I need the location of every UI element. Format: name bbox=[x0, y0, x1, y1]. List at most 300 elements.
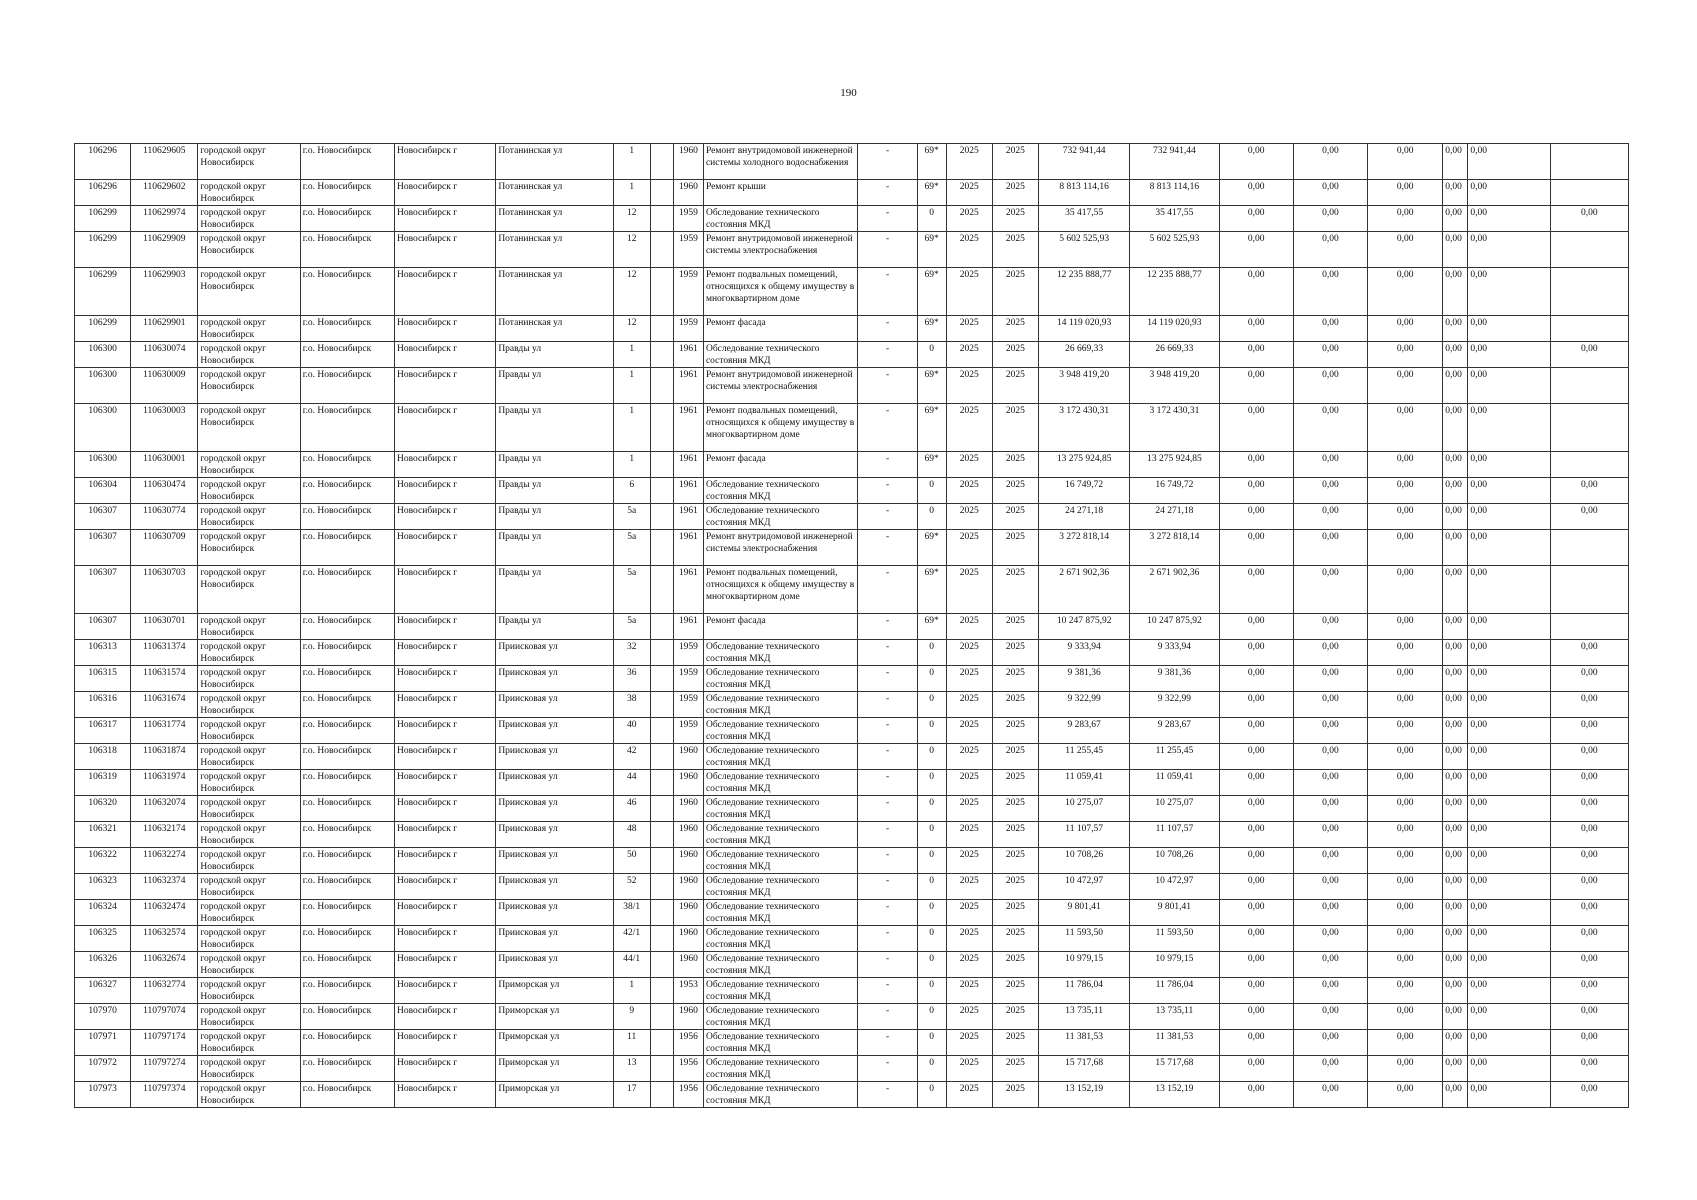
value-2-cell: 0,00 bbox=[1293, 744, 1367, 770]
fund-cost-cell: 35 417,55 bbox=[1130, 206, 1219, 232]
wear-percent-cell: 0 bbox=[917, 770, 946, 796]
building-cell bbox=[650, 666, 673, 692]
total-cost-cell: 9 381,36 bbox=[1038, 666, 1129, 692]
city-cell: Новосибирск г bbox=[395, 614, 496, 640]
value-4-cell: 0,00 bbox=[1443, 692, 1468, 718]
table-row bbox=[75, 316, 1629, 342]
build-year-cell: 1960 bbox=[673, 770, 703, 796]
wear-percent-cell: 0 bbox=[917, 926, 946, 952]
district-cell: городской округ Новосибирск bbox=[198, 206, 300, 232]
wear-percent-cell: 69* bbox=[917, 368, 946, 404]
end-year-cell: 2025 bbox=[992, 206, 1038, 232]
building-cell bbox=[650, 978, 673, 1004]
table-row bbox=[75, 640, 1629, 666]
city-cell: Новосибирск г bbox=[395, 744, 496, 770]
municipality-cell: г.о. Новосибирск bbox=[300, 900, 394, 926]
house-id-cell: 106315 bbox=[75, 666, 131, 692]
building-cell bbox=[650, 232, 673, 268]
total-cost-cell: 11 107,57 bbox=[1038, 822, 1129, 848]
total-cost-cell: 13 275 924,85 bbox=[1038, 452, 1129, 478]
value-3-cell: 0,00 bbox=[1368, 770, 1443, 796]
fund-cost-cell: 10 708,26 bbox=[1130, 848, 1219, 874]
street-cell: Приисковая ул bbox=[496, 666, 613, 692]
value-4-cell: 0,00 bbox=[1443, 718, 1468, 744]
street-cell: Правды ул bbox=[496, 342, 613, 368]
value-2-cell: 0,00 bbox=[1293, 504, 1367, 530]
dash-cell-cell: - bbox=[858, 900, 917, 926]
district-cell: городской округ Новосибирск bbox=[198, 848, 300, 874]
value-3-cell: 0,00 bbox=[1368, 1082, 1443, 1108]
table-row bbox=[75, 232, 1629, 268]
value-1-cell: 0,00 bbox=[1219, 404, 1293, 452]
value-6-cell bbox=[1550, 144, 1628, 180]
value-4-cell: 0,00 bbox=[1443, 504, 1468, 530]
capital-repair-table bbox=[74, 143, 1629, 1108]
value-5-cell: 0,00 bbox=[1468, 926, 1550, 952]
value-3-cell: 0,00 bbox=[1368, 614, 1443, 640]
fund-cost-cell: 10 472,97 bbox=[1130, 874, 1219, 900]
end-year-cell: 2025 bbox=[992, 848, 1038, 874]
wear-percent-cell: 69* bbox=[917, 232, 946, 268]
work-type-cell: Ремонт подвальных помещений, относящихся к общему имуществу в многоквартирном доме bbox=[703, 566, 857, 614]
start-year-cell: 2025 bbox=[946, 614, 992, 640]
value-3-cell: 0,00 bbox=[1368, 1030, 1443, 1056]
house-id-cell: 106296 bbox=[75, 180, 131, 206]
value-6-cell: 0,00 bbox=[1550, 504, 1628, 530]
table-row bbox=[75, 504, 1629, 530]
end-year-cell: 2025 bbox=[992, 822, 1038, 848]
building-cell bbox=[650, 180, 673, 206]
street-cell: Приисковая ул bbox=[496, 926, 613, 952]
wear-percent-cell: 69* bbox=[917, 144, 946, 180]
house-number-cell: 1 bbox=[613, 452, 650, 478]
house-id-cell: 106307 bbox=[75, 614, 131, 640]
build-year-cell: 1961 bbox=[673, 478, 703, 504]
dash-cell-cell: - bbox=[858, 478, 917, 504]
start-year-cell: 2025 bbox=[946, 874, 992, 900]
value-5-cell: 0,00 bbox=[1468, 666, 1550, 692]
house-id-cell: 107971 bbox=[75, 1030, 131, 1056]
start-year-cell: 2025 bbox=[946, 268, 992, 316]
wear-percent-cell: 0 bbox=[917, 640, 946, 666]
work-type-cell: Обследование технического состояния МКД bbox=[703, 692, 857, 718]
value-3-cell: 0,00 bbox=[1368, 848, 1443, 874]
value-5-cell: 0,00 bbox=[1468, 566, 1550, 614]
value-6-cell: 0,00 bbox=[1550, 744, 1628, 770]
value-4-cell: 0,00 bbox=[1443, 822, 1468, 848]
value-6-cell: 0,00 bbox=[1550, 926, 1628, 952]
work-code-cell: 110632074 bbox=[131, 796, 198, 822]
house-id-cell: 106300 bbox=[75, 342, 131, 368]
value-6-cell: 0,00 bbox=[1550, 1082, 1628, 1108]
city-cell: Новосибирск г bbox=[395, 926, 496, 952]
value-1-cell: 0,00 bbox=[1219, 718, 1293, 744]
build-year-cell: 1961 bbox=[673, 368, 703, 404]
district-cell: городской округ Новосибирск bbox=[198, 368, 300, 404]
start-year-cell: 2025 bbox=[946, 718, 992, 744]
building-cell bbox=[650, 342, 673, 368]
building-cell bbox=[650, 530, 673, 566]
value-6-cell bbox=[1550, 180, 1628, 206]
building-cell bbox=[650, 1004, 673, 1030]
work-type-cell: Ремонт фасада bbox=[703, 452, 857, 478]
municipality-cell: г.о. Новосибирск bbox=[300, 268, 394, 316]
street-cell: Правды ул bbox=[496, 614, 613, 640]
house-number-cell: 12 bbox=[613, 268, 650, 316]
build-year-cell: 1960 bbox=[673, 848, 703, 874]
start-year-cell: 2025 bbox=[946, 692, 992, 718]
table-row bbox=[75, 692, 1629, 718]
house-number-cell: 42 bbox=[613, 744, 650, 770]
end-year-cell: 2025 bbox=[992, 342, 1038, 368]
building-cell bbox=[650, 692, 673, 718]
house-id-cell: 106299 bbox=[75, 316, 131, 342]
dash-cell-cell: - bbox=[858, 1030, 917, 1056]
district-cell: городской округ Новосибирск bbox=[198, 978, 300, 1004]
street-cell: Приисковая ул bbox=[496, 640, 613, 666]
build-year-cell: 1956 bbox=[673, 1056, 703, 1082]
work-code-cell: 110632374 bbox=[131, 874, 198, 900]
district-cell: городской округ Новосибирск bbox=[198, 692, 300, 718]
fund-cost-cell: 16 749,72 bbox=[1130, 478, 1219, 504]
value-4-cell: 0,00 bbox=[1443, 206, 1468, 232]
value-1-cell: 0,00 bbox=[1219, 342, 1293, 368]
table-row bbox=[75, 848, 1629, 874]
street-cell: Приисковая ул bbox=[496, 848, 613, 874]
house-id-cell: 106307 bbox=[75, 566, 131, 614]
value-6-cell: 0,00 bbox=[1550, 1056, 1628, 1082]
fund-cost-cell: 24 271,18 bbox=[1130, 504, 1219, 530]
total-cost-cell: 10 247 875,92 bbox=[1038, 614, 1129, 640]
work-code-cell: 110630703 bbox=[131, 566, 198, 614]
start-year-cell: 2025 bbox=[946, 206, 992, 232]
district-cell: городской округ Новосибирск bbox=[198, 952, 300, 978]
work-type-cell: Обследование технического состояния МКД bbox=[703, 342, 857, 368]
city-cell: Новосибирск г bbox=[395, 848, 496, 874]
table-body bbox=[75, 144, 1629, 1108]
dash-cell-cell: - bbox=[858, 504, 917, 530]
municipality-cell: г.о. Новосибирск bbox=[300, 206, 394, 232]
value-5-cell: 0,00 bbox=[1468, 874, 1550, 900]
total-cost-cell: 9 801,41 bbox=[1038, 900, 1129, 926]
value-2-cell: 0,00 bbox=[1293, 530, 1367, 566]
total-cost-cell: 9 322,99 bbox=[1038, 692, 1129, 718]
build-year-cell: 1961 bbox=[673, 404, 703, 452]
house-id-cell: 106316 bbox=[75, 692, 131, 718]
value-3-cell: 0,00 bbox=[1368, 404, 1443, 452]
end-year-cell: 2025 bbox=[992, 640, 1038, 666]
value-1-cell: 0,00 bbox=[1219, 848, 1293, 874]
district-cell: городской округ Новосибирск bbox=[198, 268, 300, 316]
house-number-cell: 50 bbox=[613, 848, 650, 874]
value-6-cell: 0,00 bbox=[1550, 1030, 1628, 1056]
start-year-cell: 2025 bbox=[946, 978, 992, 1004]
wear-percent-cell: 0 bbox=[917, 504, 946, 530]
city-cell: Новосибирск г bbox=[395, 1082, 496, 1108]
building-cell bbox=[650, 1082, 673, 1108]
build-year-cell: 1959 bbox=[673, 232, 703, 268]
district-cell: городской округ Новосибирск bbox=[198, 718, 300, 744]
district-cell: городской округ Новосибирск bbox=[198, 504, 300, 530]
municipality-cell: г.о. Новосибирск bbox=[300, 566, 394, 614]
house-id-cell: 107972 bbox=[75, 1056, 131, 1082]
house-number-cell: 6 bbox=[613, 478, 650, 504]
street-cell: Потанинская ул bbox=[496, 144, 613, 180]
wear-percent-cell: 0 bbox=[917, 478, 946, 504]
value-4-cell: 0,00 bbox=[1443, 1082, 1468, 1108]
value-2-cell: 0,00 bbox=[1293, 952, 1367, 978]
value-4-cell: 0,00 bbox=[1443, 770, 1468, 796]
work-type-cell: Обследование технического состояния МКД bbox=[703, 978, 857, 1004]
start-year-cell: 2025 bbox=[946, 1030, 992, 1056]
city-cell: Новосибирск г bbox=[395, 268, 496, 316]
page-number: 190 bbox=[840, 87, 857, 99]
total-cost-cell: 11 381,53 bbox=[1038, 1030, 1129, 1056]
building-cell bbox=[650, 566, 673, 614]
value-6-cell: 0,00 bbox=[1550, 952, 1628, 978]
fund-cost-cell: 3 172 430,31 bbox=[1130, 404, 1219, 452]
wear-percent-cell: 0 bbox=[917, 1056, 946, 1082]
end-year-cell: 2025 bbox=[992, 368, 1038, 404]
building-cell bbox=[650, 504, 673, 530]
dash-cell-cell: - bbox=[858, 1004, 917, 1030]
table-row bbox=[75, 822, 1629, 848]
dash-cell-cell: - bbox=[858, 952, 917, 978]
value-3-cell: 0,00 bbox=[1368, 692, 1443, 718]
value-4-cell: 0,00 bbox=[1443, 952, 1468, 978]
work-code-cell: 110631574 bbox=[131, 666, 198, 692]
dash-cell-cell: - bbox=[858, 342, 917, 368]
value-2-cell: 0,00 bbox=[1293, 822, 1367, 848]
street-cell: Приисковая ул bbox=[496, 952, 613, 978]
fund-cost-cell: 9 381,36 bbox=[1130, 666, 1219, 692]
wear-percent-cell: 0 bbox=[917, 718, 946, 744]
dash-cell-cell: - bbox=[858, 874, 917, 900]
street-cell: Правды ул bbox=[496, 530, 613, 566]
building-cell bbox=[650, 144, 673, 180]
table-row bbox=[75, 900, 1629, 926]
wear-percent-cell: 69* bbox=[917, 452, 946, 478]
dash-cell-cell: - bbox=[858, 1056, 917, 1082]
house-number-cell: 52 bbox=[613, 874, 650, 900]
build-year-cell: 1960 bbox=[673, 952, 703, 978]
value-3-cell: 0,00 bbox=[1368, 978, 1443, 1004]
value-4-cell: 0,00 bbox=[1443, 144, 1468, 180]
total-cost-cell: 11 593,50 bbox=[1038, 926, 1129, 952]
end-year-cell: 2025 bbox=[992, 796, 1038, 822]
city-cell: Новосибирск г bbox=[395, 640, 496, 666]
table-row bbox=[75, 268, 1629, 316]
fund-cost-cell: 9 333,94 bbox=[1130, 640, 1219, 666]
house-number-cell: 1 bbox=[613, 368, 650, 404]
value-1-cell: 0,00 bbox=[1219, 692, 1293, 718]
end-year-cell: 2025 bbox=[992, 1056, 1038, 1082]
district-cell: городской округ Новосибирск bbox=[198, 232, 300, 268]
total-cost-cell: 9 283,67 bbox=[1038, 718, 1129, 744]
municipality-cell: г.о. Новосибирск bbox=[300, 640, 394, 666]
build-year-cell: 1956 bbox=[673, 1082, 703, 1108]
value-6-cell: 0,00 bbox=[1550, 874, 1628, 900]
value-3-cell: 0,00 bbox=[1368, 666, 1443, 692]
end-year-cell: 2025 bbox=[992, 504, 1038, 530]
building-cell bbox=[650, 404, 673, 452]
fund-cost-cell: 732 941,44 bbox=[1130, 144, 1219, 180]
end-year-cell: 2025 bbox=[992, 978, 1038, 1004]
municipality-cell: г.о. Новосибирск bbox=[300, 796, 394, 822]
house-number-cell: 12 bbox=[613, 316, 650, 342]
work-type-cell: Ремонт крыши bbox=[703, 180, 857, 206]
value-5-cell: 0,00 bbox=[1468, 1004, 1550, 1030]
building-cell bbox=[650, 206, 673, 232]
work-type-cell: Ремонт внутридомовой инженерной системы электроснабжения bbox=[703, 368, 857, 404]
value-2-cell: 0,00 bbox=[1293, 206, 1367, 232]
city-cell: Новосибирск г bbox=[395, 1004, 496, 1030]
work-code-cell: 110630074 bbox=[131, 342, 198, 368]
house-id-cell: 106319 bbox=[75, 770, 131, 796]
work-type-cell: Обследование технического состояния МКД bbox=[703, 744, 857, 770]
value-2-cell: 0,00 bbox=[1293, 718, 1367, 744]
wear-percent-cell: 69* bbox=[917, 614, 946, 640]
start-year-cell: 2025 bbox=[946, 1056, 992, 1082]
value-2-cell: 0,00 bbox=[1293, 978, 1367, 1004]
district-cell: городской округ Новосибирск bbox=[198, 530, 300, 566]
value-2-cell: 0,00 bbox=[1293, 614, 1367, 640]
value-2-cell: 0,00 bbox=[1293, 874, 1367, 900]
house-id-cell: 106307 bbox=[75, 504, 131, 530]
house-number-cell: 13 bbox=[613, 1056, 650, 1082]
table-row bbox=[75, 1082, 1629, 1108]
value-3-cell: 0,00 bbox=[1368, 718, 1443, 744]
fund-cost-cell: 11 059,41 bbox=[1130, 770, 1219, 796]
value-6-cell bbox=[1550, 232, 1628, 268]
end-year-cell: 2025 bbox=[992, 666, 1038, 692]
value-1-cell: 0,00 bbox=[1219, 666, 1293, 692]
value-6-cell: 0,00 bbox=[1550, 978, 1628, 1004]
value-1-cell: 0,00 bbox=[1219, 478, 1293, 504]
value-3-cell: 0,00 bbox=[1368, 744, 1443, 770]
district-cell: городской округ Новосибирск bbox=[198, 478, 300, 504]
value-4-cell: 0,00 bbox=[1443, 640, 1468, 666]
street-cell: Потанинская ул bbox=[496, 206, 613, 232]
house-number-cell: 5а bbox=[613, 530, 650, 566]
dash-cell-cell: - bbox=[858, 666, 917, 692]
house-number-cell: 5а bbox=[613, 614, 650, 640]
total-cost-cell: 15 717,68 bbox=[1038, 1056, 1129, 1082]
dash-cell-cell: - bbox=[858, 368, 917, 404]
wear-percent-cell: 69* bbox=[917, 180, 946, 206]
house-number-cell: 1 bbox=[613, 144, 650, 180]
city-cell: Новосибирск г bbox=[395, 952, 496, 978]
table-row bbox=[75, 952, 1629, 978]
work-code-cell: 110797274 bbox=[131, 1056, 198, 1082]
street-cell: Правды ул bbox=[496, 452, 613, 478]
build-year-cell: 1961 bbox=[673, 566, 703, 614]
table-row bbox=[75, 978, 1629, 1004]
street-cell: Потанинская ул bbox=[496, 268, 613, 316]
street-cell: Приисковая ул bbox=[496, 692, 613, 718]
street-cell: Приисковая ул bbox=[496, 744, 613, 770]
dash-cell-cell: - bbox=[858, 452, 917, 478]
municipality-cell: г.о. Новосибирск bbox=[300, 718, 394, 744]
value-4-cell: 0,00 bbox=[1443, 874, 1468, 900]
end-year-cell: 2025 bbox=[992, 926, 1038, 952]
municipality-cell: г.о. Новосибирск bbox=[300, 530, 394, 566]
fund-cost-cell: 11 107,57 bbox=[1130, 822, 1219, 848]
work-code-cell: 110632774 bbox=[131, 978, 198, 1004]
total-cost-cell: 5 602 525,93 bbox=[1038, 232, 1129, 268]
start-year-cell: 2025 bbox=[946, 848, 992, 874]
value-4-cell: 0,00 bbox=[1443, 1030, 1468, 1056]
value-5-cell: 0,00 bbox=[1468, 1056, 1550, 1082]
house-number-cell: 17 bbox=[613, 1082, 650, 1108]
district-cell: городской округ Новосибирск bbox=[198, 874, 300, 900]
value-2-cell: 0,00 bbox=[1293, 452, 1367, 478]
district-cell: городской округ Новосибирск bbox=[198, 1004, 300, 1030]
wear-percent-cell: 0 bbox=[917, 692, 946, 718]
wear-percent-cell: 0 bbox=[917, 1004, 946, 1030]
house-id-cell: 106321 bbox=[75, 822, 131, 848]
house-number-cell: 5а bbox=[613, 504, 650, 530]
work-code-cell: 110797174 bbox=[131, 1030, 198, 1056]
work-type-cell: Обследование технического состояния МКД bbox=[703, 926, 857, 952]
value-3-cell: 0,00 bbox=[1368, 900, 1443, 926]
end-year-cell: 2025 bbox=[992, 900, 1038, 926]
city-cell: Новосибирск г bbox=[395, 478, 496, 504]
dash-cell-cell: - bbox=[858, 770, 917, 796]
end-year-cell: 2025 bbox=[992, 874, 1038, 900]
work-type-cell: Обследование технического состояния МКД bbox=[703, 1004, 857, 1030]
municipality-cell: г.о. Новосибирск bbox=[300, 504, 394, 530]
value-2-cell: 0,00 bbox=[1293, 180, 1367, 206]
value-6-cell: 0,00 bbox=[1550, 206, 1628, 232]
fund-cost-cell: 11 381,53 bbox=[1130, 1030, 1219, 1056]
table-row bbox=[75, 342, 1629, 368]
value-1-cell: 0,00 bbox=[1219, 952, 1293, 978]
district-cell: городской округ Новосибирск bbox=[198, 566, 300, 614]
fund-cost-cell: 11 786,04 bbox=[1130, 978, 1219, 1004]
value-6-cell: 0,00 bbox=[1550, 666, 1628, 692]
fund-cost-cell: 9 322,99 bbox=[1130, 692, 1219, 718]
house-id-cell: 106296 bbox=[75, 144, 131, 180]
fund-cost-cell: 13 152,19 bbox=[1130, 1082, 1219, 1108]
street-cell: Приморская ул bbox=[496, 978, 613, 1004]
value-3-cell: 0,00 bbox=[1368, 144, 1443, 180]
work-type-cell: Обследование технического состояния МКД bbox=[703, 796, 857, 822]
municipality-cell: г.о. Новосибирск bbox=[300, 478, 394, 504]
work-type-cell: Ремонт фасада bbox=[703, 614, 857, 640]
value-1-cell: 0,00 bbox=[1219, 770, 1293, 796]
municipality-cell: г.о. Новосибирск bbox=[300, 848, 394, 874]
end-year-cell: 2025 bbox=[992, 614, 1038, 640]
fund-cost-cell: 13 275 924,85 bbox=[1130, 452, 1219, 478]
district-cell: городской округ Новосибирск bbox=[198, 1082, 300, 1108]
total-cost-cell: 3 172 430,31 bbox=[1038, 404, 1129, 452]
work-code-cell: 110629909 bbox=[131, 232, 198, 268]
district-cell: городской округ Новосибирск bbox=[198, 900, 300, 926]
city-cell: Новосибирск г bbox=[395, 978, 496, 1004]
city-cell: Новосибирск г bbox=[395, 316, 496, 342]
building-cell bbox=[650, 1030, 673, 1056]
value-2-cell: 0,00 bbox=[1293, 1056, 1367, 1082]
table-row bbox=[75, 926, 1629, 952]
house-id-cell: 106318 bbox=[75, 744, 131, 770]
start-year-cell: 2025 bbox=[946, 770, 992, 796]
total-cost-cell: 16 749,72 bbox=[1038, 478, 1129, 504]
building-cell bbox=[650, 316, 673, 342]
value-2-cell: 0,00 bbox=[1293, 342, 1367, 368]
work-code-cell: 110630009 bbox=[131, 368, 198, 404]
house-id-cell: 106299 bbox=[75, 232, 131, 268]
